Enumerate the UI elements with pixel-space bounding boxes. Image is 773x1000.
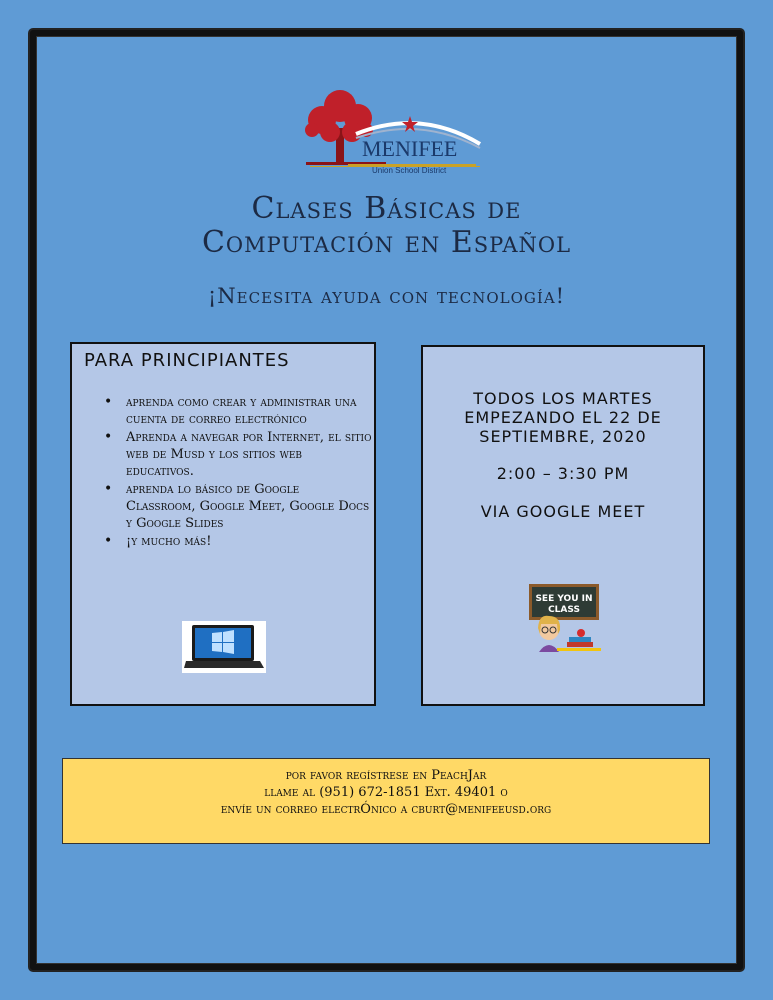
svg-text:SEE YOU IN: SEE YOU IN bbox=[535, 594, 593, 604]
svg-text:Union School District: Union School District bbox=[372, 166, 447, 175]
tree-logo-icon bbox=[300, 86, 490, 178]
topics-list bbox=[90, 394, 372, 551]
page-subtitle: ¡Necesita ayuda con tecnología! bbox=[207, 284, 566, 308]
list-item: • aprenda lo básico de Google Classroom, Google Meet, Google Docs y Google Slides bbox=[90, 481, 372, 532]
beginners-box bbox=[70, 342, 376, 706]
list-item: • ¡y mucho más! bbox=[90, 533, 372, 550]
schedule-time: 2:00 – 3:30 PM bbox=[496, 464, 630, 483]
menifee-logo bbox=[300, 86, 490, 178]
list-item: • Aprenda a navegar por Internet, el sitio web de Musd y los sitios web educativos. bbox=[90, 429, 372, 480]
svg-text:CLASS: CLASS bbox=[548, 605, 580, 615]
title-line-2: Computación en Español bbox=[201, 225, 572, 260]
teacher-chalkboard-icon bbox=[527, 582, 603, 654]
notice-line-2: llame al (951) 672-1851 Ext. 49401 o bbox=[264, 785, 508, 800]
schedule-box bbox=[421, 345, 705, 706]
list-item: • aprenda como crear y administrar una cuenta de correo electrónico bbox=[90, 394, 372, 428]
schedule-date: SEPTIEMBRE, 2020 bbox=[479, 427, 647, 446]
page-title bbox=[60, 192, 713, 260]
schedule-platform: VIA GOOGLE MEET bbox=[480, 502, 646, 521]
registration-notice bbox=[62, 758, 710, 844]
svg-text:MENIFEE: MENIFEE bbox=[362, 136, 458, 161]
notice-line-1: por favor regístrese en PeachJar bbox=[285, 768, 487, 783]
beginners-heading: PARA PRINCIPIANTES bbox=[84, 350, 290, 371]
schedule-start: EMPEZANDO EL 22 DE bbox=[464, 408, 662, 427]
laptop-icon bbox=[182, 621, 266, 673]
laptop-image bbox=[182, 621, 266, 673]
see-you-in-class-sticker bbox=[527, 582, 603, 654]
schedule-day: TODOS LOS MARTES bbox=[473, 389, 653, 408]
title-line-1: Clases Básicas de bbox=[251, 191, 522, 226]
notice-line-3: envíe un correo electrÓnico a cburt@menifeeusd.org bbox=[220, 802, 552, 817]
